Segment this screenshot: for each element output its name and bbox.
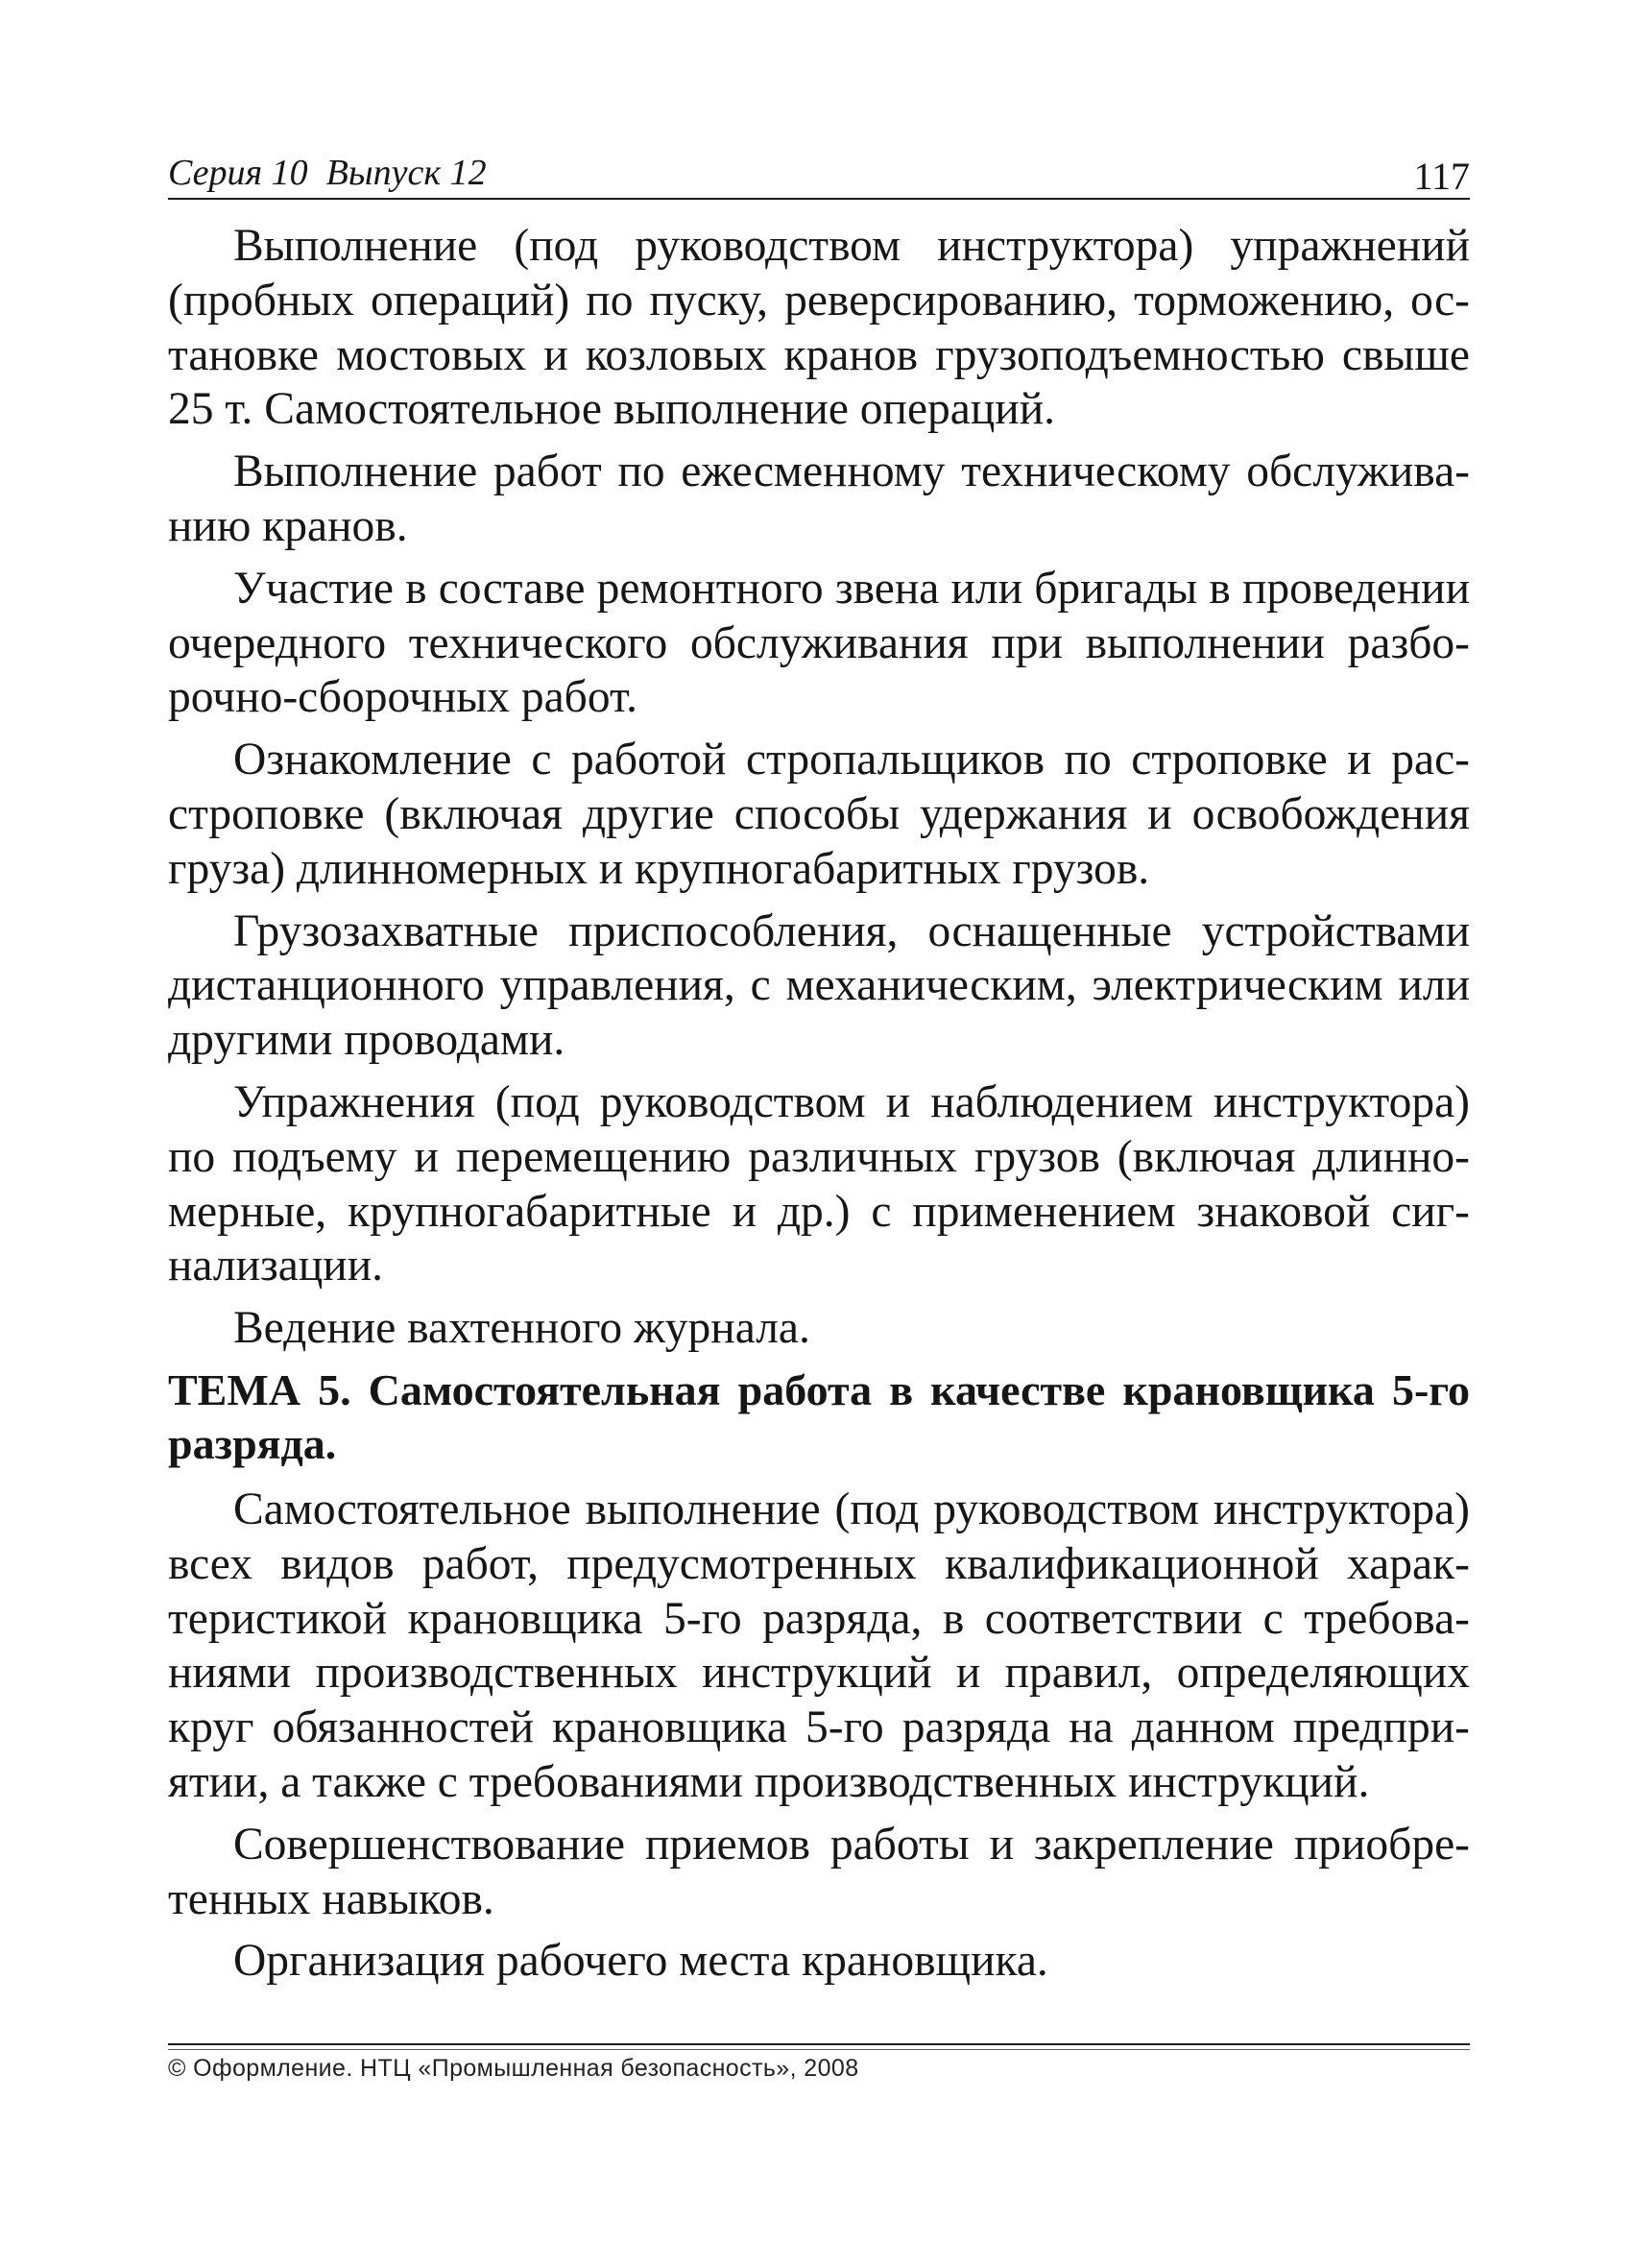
page-number: 117 (1413, 155, 1470, 198)
footer-divider (168, 2043, 1470, 2045)
paragraph: Грузозахватные приспособления, оснащенные устройствами дистанционного управления, с механическим, электрическим или другими проводами. (168, 905, 1470, 1066)
paragraph: Совершенствование приемов работы и закрепление приобретенных навыков. (168, 1819, 1470, 1924)
footer-divider-thin (168, 2049, 1470, 2050)
paragraph: Упражнения (под руководством и наблюдением инструктора) по подъему и перемещению различных грузов (включая длинномерные, крупногабаритные и др.) с применением знаковой сигнализации. (168, 1076, 1470, 1291)
header-divider (168, 198, 1470, 200)
topic-heading: ТЕМА 5. Самостоятельная работа в качестве крановщика 5-го разряда. (168, 1364, 1470, 1468)
paragraph: Выполнение работ по ежесменному техническому обслуживанию кранов. (168, 446, 1470, 551)
paragraph: Организация рабочего места крановщика. (233, 1936, 1048, 1987)
paragraph: Самостоятельное выполнение (под руководством инструктора) всех видов работ, предусмотренных квалификационной характеристикой крановщика 5-го разряда, в соответствии с требованиями производственных инструкций и правил, определяющих круг обязанностей крановщика 5-го разряда на данном предприятии, а также с требованиями производственных инструкций. (168, 1484, 1470, 1807)
paragraph: Ведение вахтенного журнала. (233, 1303, 810, 1354)
page-body (168, 219, 1470, 1989)
paragraph: Участие в составе ремонтного звена или бригады в проведении очередного технического обслуживания при выполнении разборочно-сборочных работ. (168, 563, 1470, 723)
running-header (168, 152, 1470, 200)
paragraph: Выполнение (под руководством инструктора) упражнений (пробных операций) по пуску, реверсированию, торможению, остановке мостовых и козловых кранов грузоподъемностью свыше 25 т. Самостоятельное выполнение операций. (168, 221, 1470, 435)
paragraph: Ознакомление с работой стропальщиков по строповке и расстроповке (включая другие способы удержания и освобождения груза) длинномерных и крупногабаритных грузов. (168, 735, 1470, 894)
series-issue-label: Серия 10 Выпуск 12 (168, 153, 487, 193)
copyright-notice: © Оформление. НТЦ «Промышленная безопасность», 2008 (168, 2055, 859, 2082)
